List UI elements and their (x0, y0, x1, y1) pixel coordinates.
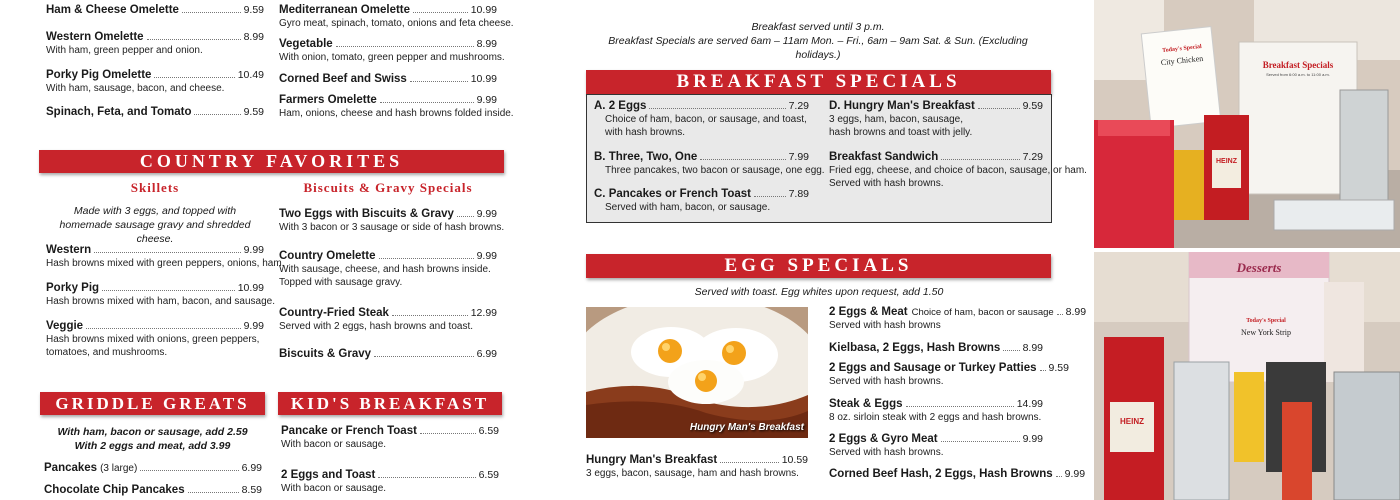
hours-line: Breakfast Specials are served 6am – 11am Mon. – Fri., 6am – 9am Sat. & Sun. (Excluding holidays.) (608, 35, 1028, 61)
dot-leader (410, 81, 468, 82)
menu-item-row (829, 362, 1069, 375)
dot-leader (140, 470, 238, 471)
menu-item-row (44, 484, 262, 497)
menu-item-price: 8.99 (1065, 306, 1087, 318)
menu-item-price: 9.99 (476, 250, 497, 262)
dot-leader (941, 441, 1020, 442)
menu-item-name: Western Omelette (46, 31, 144, 43)
menu-item (829, 362, 1069, 388)
menu-item-row (46, 31, 264, 44)
menu-item-description: Served with hash browns. (829, 178, 944, 189)
card-title-bottom: Today's Special (1246, 318, 1286, 324)
menu-item-price: 9.99 (476, 208, 497, 220)
menu-item (829, 100, 1043, 139)
hours-note (585, 20, 1051, 62)
dot-leader (1057, 314, 1063, 315)
menu-item-row (279, 208, 497, 221)
menu-item (46, 320, 264, 359)
sign-title-top: Breakfast Specials (1262, 60, 1334, 70)
photo-caption: Hungry Man's Breakfast (689, 422, 804, 433)
dot-leader (700, 159, 785, 160)
menu-item-row (279, 94, 497, 107)
menu-item (829, 151, 1087, 190)
restaurant-photo-bottom (1094, 252, 1400, 500)
menu-item (279, 307, 497, 333)
menu-item-name: Breakfast Sandwich (829, 151, 939, 163)
menu-item-row (46, 244, 264, 257)
hungry-man-photo (586, 307, 808, 438)
table-sign-photo-bottom (1094, 252, 1400, 500)
biscuits-gravy-heading: Biscuits & Gravy Specials (303, 180, 473, 195)
menu-item-name: Spinach, Feta, and Tomato (46, 106, 192, 118)
dot-leader (336, 46, 474, 47)
menu-item-price: 8.99 (243, 31, 264, 43)
menu-item-name: Vegetable (279, 38, 333, 50)
menu-item-description: Three pancakes, two bacon or sausage, one egg. (605, 165, 825, 176)
menu-item-description: Gyro meat, spinach, tomato, onions and feta cheese. (279, 18, 514, 29)
menu-item-name: Farmers Omelette (279, 94, 377, 106)
menu-item-row (281, 469, 499, 482)
menu-item-name: Veggie (46, 320, 84, 332)
menu-item (279, 250, 497, 289)
griddle-note-line: With 2 eggs and meat, add 3.99 (74, 440, 231, 452)
dot-leader (1056, 476, 1062, 477)
menu-item-description: 8 oz. sirloin steak with 2 eggs and hash browns. (829, 412, 1042, 423)
menu-item-description: tomatoes, and mushrooms. (46, 347, 168, 358)
menu-item (586, 454, 808, 480)
menu-item-row (829, 100, 1043, 113)
menu-item (44, 462, 262, 475)
menu-item-row (44, 462, 262, 475)
dot-leader (86, 328, 240, 329)
menu-item-description: With 3 bacon or 3 sausage or side of hash browns. (279, 222, 505, 233)
menu-item-row (829, 468, 1086, 481)
breakfast-plate-illustration (586, 307, 808, 438)
menu-item-row (279, 307, 497, 320)
menu-item (829, 306, 1087, 332)
menu-item-row (279, 250, 497, 263)
griddle-greats-banner: GRIDDLE GREATS (40, 392, 265, 415)
menu-item-price: 7.99 (788, 151, 809, 163)
menu-item-row (46, 320, 264, 333)
menu-item-name: Chocolate Chip Pancakes (44, 484, 185, 496)
skillets-heading: Skillets (130, 180, 180, 195)
menu-item-name: Corned Beef Hash, 2 Eggs, Hash Browns (829, 468, 1053, 480)
menu-item-description: Ham, onions, cheese and hash browns folded inside. (279, 108, 514, 119)
menu-item-name: Western (46, 244, 92, 256)
menu-item-row (279, 4, 497, 17)
dot-leader (941, 159, 1019, 160)
menu-item-name: Biscuits & Gravy (279, 348, 372, 360)
menu-item-price: 9.59 (1022, 100, 1043, 112)
dot-leader (378, 477, 475, 478)
menu-item-qualifier: (3 large) (100, 463, 138, 474)
menu-item-price: 9.99 (243, 244, 264, 256)
egg-specials-note: Served with toast. Egg whites upon request, add 1.50 (694, 286, 944, 298)
menu-item (46, 106, 264, 119)
menu-item-description: Served with hash browns. (829, 376, 944, 387)
menu-item-name: Country-Fried Steak (279, 307, 389, 319)
menu-item-name: A. 2 Eggs (594, 100, 647, 112)
dot-leader (1040, 370, 1046, 371)
dot-leader (978, 108, 1020, 109)
breakfast-specials-banner: BREAKFAST SPECIALS (586, 70, 1051, 94)
menu-item-name: D. Hungry Man's Breakfast (829, 100, 975, 112)
menu-item (46, 244, 285, 270)
dot-leader (754, 196, 786, 197)
dot-leader (457, 216, 474, 217)
menu-item-description: Served with ham, bacon, or sausage. (605, 202, 771, 213)
menu-item-description: Fried egg, cheese, and choice of bacon, sausage, or ham. (829, 165, 1087, 176)
menu-item-price: 6.99 (476, 348, 497, 360)
menu-item-name: 2 Eggs & Gyro Meat (829, 433, 938, 445)
menu-item-price: 10.99 (470, 73, 497, 85)
menu-item-row (594, 151, 809, 164)
menu-item (279, 73, 497, 86)
menu-item-description: with hash browns. (605, 127, 686, 138)
menu-item (46, 282, 276, 308)
dot-leader (420, 433, 476, 434)
menu-item-name: Porky Pig Omelette (46, 69, 152, 81)
restaurant-photo-top (1094, 0, 1400, 248)
dot-leader (154, 77, 234, 78)
table-sign-photo-top (1094, 0, 1400, 248)
menu-item (46, 4, 264, 17)
menu-item-price: 10.99 (237, 282, 264, 294)
menu-item-name: C. Pancakes or French Toast (594, 188, 752, 200)
menu-item-description: Served with hash browns. (829, 447, 944, 458)
menu-item-price: 9.59 (1048, 362, 1069, 374)
menu-item-price: 12.99 (470, 307, 497, 319)
menu-item-name: Country Omelette (279, 250, 376, 262)
menu-item-row (46, 4, 264, 17)
dot-leader (147, 39, 241, 40)
dot-leader (194, 114, 240, 115)
menu-item (279, 348, 497, 361)
menu-item-row (279, 348, 497, 361)
card-dish-bottom: New York Strip (1240, 328, 1291, 337)
menu-item-row (829, 398, 1043, 411)
menu-item-row (46, 282, 264, 295)
menu-item (281, 469, 499, 495)
menu-item-row (279, 73, 497, 86)
menu-item (594, 188, 809, 214)
dot-leader (380, 102, 474, 103)
egg-specials-banner: EGG SPECIALS (586, 254, 1051, 278)
menu-item (594, 100, 809, 139)
menu-item-price: 9.99 (1064, 468, 1086, 480)
dot-leader (188, 492, 239, 493)
skillets-note (40, 204, 270, 246)
dot-leader (413, 12, 468, 13)
menu-item-description: With ham, green pepper and onion. (46, 45, 203, 56)
dot-leader (649, 108, 785, 109)
dot-leader (379, 258, 474, 259)
menu-item-price: 8.99 (476, 38, 497, 50)
menu-item-row (46, 106, 264, 119)
menu-item-name: 2 Eggs & Meat (829, 306, 908, 318)
menu-item-price: 7.29 (788, 100, 809, 112)
menu-item-row (594, 100, 809, 113)
menu-item-row (829, 433, 1043, 446)
skillets-note-line: Made with 3 eggs, and topped with (73, 205, 237, 217)
menu-item-description: Served with 2 eggs, hash browns and toast. (279, 321, 474, 332)
menu-item-description: With sausage, cheese, and hash browns inside. (279, 264, 491, 275)
dot-leader (720, 462, 779, 463)
menu-item (829, 433, 1043, 459)
menu-item-price: 9.99 (476, 94, 497, 106)
menu-item-price: 9.59 (243, 4, 264, 16)
card-dish-top: City Chicken (1160, 53, 1204, 68)
sign-subtitle-top: Served from 6:00 a.m. to 11:00 a.m. (1266, 72, 1330, 77)
menu-item-name: 2 Eggs and Sausage or Turkey Patties (829, 362, 1037, 374)
griddle-note (40, 425, 265, 453)
menu-item (281, 425, 499, 451)
menu-item (46, 31, 264, 57)
dot-leader (392, 315, 468, 316)
menu-item-price: 10.59 (781, 454, 808, 466)
menu-item-price: 7.89 (788, 188, 809, 200)
menu-item-price: 6.59 (478, 425, 499, 437)
menu-item (279, 208, 505, 234)
dot-leader (906, 406, 1014, 407)
menu-item-description: Topped with sausage gravy. (279, 277, 403, 288)
menu-item-row (829, 151, 1043, 164)
menu-item-row (829, 342, 1043, 355)
dot-leader (182, 12, 241, 13)
menu-item-price: 6.99 (241, 462, 262, 474)
menu-item-name: Two Eggs with Biscuits & Gravy (279, 208, 454, 220)
menu-item-price: 14.99 (1016, 398, 1043, 410)
menu-item-description: 3 eggs, bacon, sausage, ham and hash browns. (586, 468, 799, 479)
menu-item (44, 484, 262, 497)
menu-item-name: Pancake or French Toast (281, 425, 417, 437)
menu-item-description: With bacon or sausage. (281, 439, 387, 450)
menu-item (829, 468, 1086, 481)
menu-item-price: 9.99 (243, 320, 264, 332)
menu-item-inline-desc: Choice of ham, bacon or sausage (911, 307, 1054, 318)
bottle-label-top: HEINZ (1216, 158, 1237, 165)
menu-item-description: 3 eggs, ham, bacon, sausage, (829, 114, 963, 125)
kids-breakfast-banner: KID'S BREAKFAST (278, 392, 502, 415)
card-title-top: Today's Special (1161, 43, 1203, 55)
dot-leader (1003, 350, 1019, 351)
menu-item (279, 4, 514, 30)
menu-item-description: Hash browns mixed with green peppers, onions, ham. (46, 258, 285, 269)
dot-leader (374, 356, 474, 357)
menu-item-name: Steak & Eggs (829, 398, 903, 410)
menu-item-row (281, 425, 499, 438)
menu-item-row (594, 188, 809, 201)
menu-item-name: Corned Beef and Swiss (279, 73, 407, 85)
menu-item-description: With onion, tomato, green pepper and mushrooms. (279, 52, 505, 63)
menu-item-description: With bacon or sausage. (281, 483, 387, 494)
griddle-note-line: With ham, bacon or sausage, add 2.59 (57, 426, 248, 438)
menu-item-price: 9.99 (1022, 433, 1043, 445)
menu-item-description: hash browns and toast with jelly. (829, 127, 973, 138)
menu-item-description: With ham, sausage, bacon, and cheese. (46, 83, 225, 94)
menu-item-row (279, 38, 497, 51)
menu-item-price: 8.99 (1022, 342, 1043, 354)
menu-item-description: Hash browns mixed with ham, bacon, and sausage. (46, 296, 276, 307)
menu-item-row (46, 69, 264, 82)
menu-item-name: Mediterranean Omelette (279, 4, 411, 16)
menu-item-price: 10.49 (237, 69, 264, 81)
menu-item-price: 8.59 (241, 484, 262, 496)
menu-item-description: Served with hash browns (829, 320, 941, 331)
menu-item-row (586, 454, 808, 467)
country-favorites-banner: COUNTRY FAVORITES (39, 150, 504, 173)
sign-title-bottom: Desserts (1236, 260, 1282, 275)
menu-item-price: 6.59 (478, 469, 499, 481)
skillets-note-line: homemade sausage gravy and shredded cheese. (59, 219, 251, 245)
menu-item-name: 2 Eggs and Toast (281, 469, 376, 481)
menu-item-name: Kielbasa, 2 Eggs, Hash Browns (829, 342, 1001, 354)
menu-item-row (829, 306, 1087, 319)
dot-leader (94, 252, 240, 253)
hours-line: Breakfast served until 3 p.m. (751, 21, 885, 33)
menu-item-name: Pancakes (44, 462, 98, 474)
menu-item-name: Hungry Man's Breakfast (586, 454, 718, 466)
menu-item-name: B. Three, Two, One (594, 151, 698, 163)
menu-item-name: Porky Pig (46, 282, 100, 294)
menu-item (594, 151, 825, 177)
menu-item (829, 342, 1043, 355)
bottle-label-bottom: HEINZ (1120, 417, 1144, 426)
menu-item-price: 10.99 (470, 4, 497, 16)
menu-item-name: Ham & Cheese Omelette (46, 4, 179, 16)
menu-item-description: Hash browns mixed with onions, green peppers, (46, 334, 260, 345)
menu-item (829, 398, 1043, 424)
menu-item-price: 9.59 (243, 106, 264, 118)
menu-item (279, 38, 505, 64)
dot-leader (102, 290, 235, 291)
menu-item (46, 69, 264, 95)
menu-item-price: 7.29 (1022, 151, 1043, 163)
menu-item-description: Choice of ham, bacon, or sausage, and toast, (605, 114, 807, 125)
menu-item (279, 94, 514, 120)
